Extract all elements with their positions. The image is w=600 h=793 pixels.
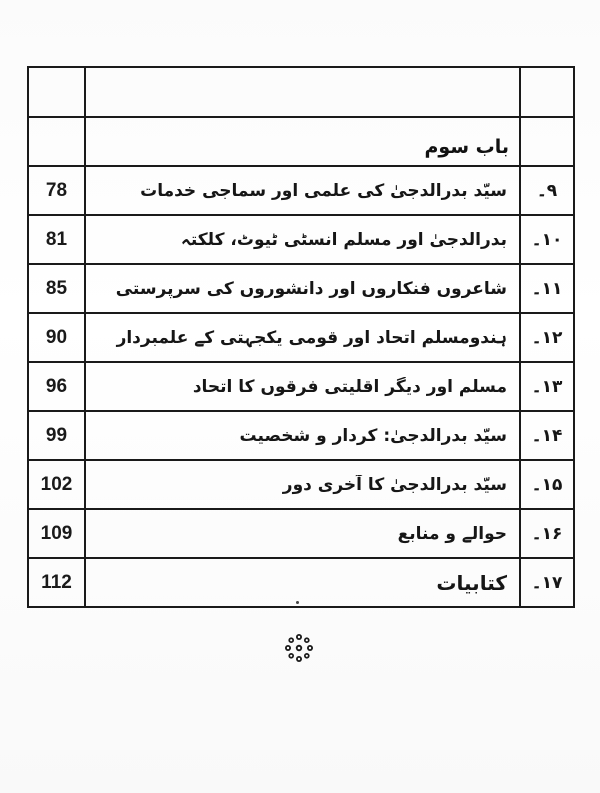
chapter-number: ۱۵۔: [531, 475, 563, 495]
chapter-title[interactable]: ہندومسلم اتحاد اور قومی یکجہتی کے علمبردار: [116, 328, 507, 348]
chapter-number: ۱۲۔: [531, 328, 563, 348]
section-heading: باب سوم: [424, 135, 509, 158]
heading-num-cell: [520, 117, 574, 166]
section-header-row: [28, 67, 574, 117]
page-number: 78: [45, 179, 68, 201]
chapter-title[interactable]: حوالے و منابع: [397, 524, 507, 544]
page-number: 96: [45, 375, 68, 397]
toc-row[interactable]: [28, 558, 574, 607]
page-number: 102: [40, 473, 73, 495]
page-number: 99: [45, 424, 68, 446]
toc-row[interactable]: [28, 509, 574, 558]
chapter-number: ۱۰۔: [531, 230, 563, 250]
page-number: 81: [45, 228, 68, 250]
chapter-title[interactable]: سیّد بدرالدجیٰ: کردار و شخصیت: [239, 425, 507, 446]
chapter-number: ۱۶۔: [531, 524, 563, 544]
chapter-title[interactable]: سیّد بدرالدجیٰ کی علمی اور سماجی خدمات: [140, 180, 507, 201]
chapter-title[interactable]: بدرالدجیٰ اور مسلم انسٹی ٹیوٹ، کلکتہ: [180, 230, 507, 250]
toc-row[interactable]: [28, 460, 574, 509]
heading-title-cell: [85, 117, 520, 166]
heading-page-cell: [28, 117, 85, 166]
toc-row[interactable]: [28, 166, 574, 215]
print-speck: [296, 601, 299, 604]
chapter-title[interactable]: شاعروں فنکاروں اور دانشوروں کی سرپرستی: [115, 278, 507, 299]
page-number: 109: [40, 522, 73, 544]
chapter-number: ۱۷۔: [531, 573, 563, 593]
chapter-number: ۹۔: [536, 181, 558, 201]
toc-row[interactable]: [28, 215, 574, 264]
chapter-number: ۱۱۔: [531, 279, 563, 299]
table-of-contents: [27, 66, 575, 608]
toc-row[interactable]: [28, 264, 574, 313]
header-page-cell: [28, 67, 85, 117]
header-title-cell: [85, 67, 520, 117]
chapter-title[interactable]: سیّد بدرالدجیٰ کا آخری دور: [282, 474, 507, 495]
page-number: 90: [45, 326, 68, 348]
toc-row[interactable]: [28, 411, 574, 460]
toc-row[interactable]: [28, 313, 574, 362]
header-num-cell: [520, 67, 574, 117]
chapter-title[interactable]: کتابیات: [436, 570, 507, 595]
toc-row[interactable]: [28, 362, 574, 411]
chapter-title[interactable]: مسلم اور دیگر اقلیتی فرقوں کا اتحاد: [192, 376, 507, 397]
chapter-number: ۱۳۔: [531, 377, 563, 397]
page-number: 112: [41, 571, 72, 593]
floral-ornament-icon: [283, 632, 315, 664]
page-number: 85: [45, 277, 68, 299]
section-heading-row: [28, 117, 574, 166]
chapter-number: ۱۴۔: [531, 426, 563, 446]
